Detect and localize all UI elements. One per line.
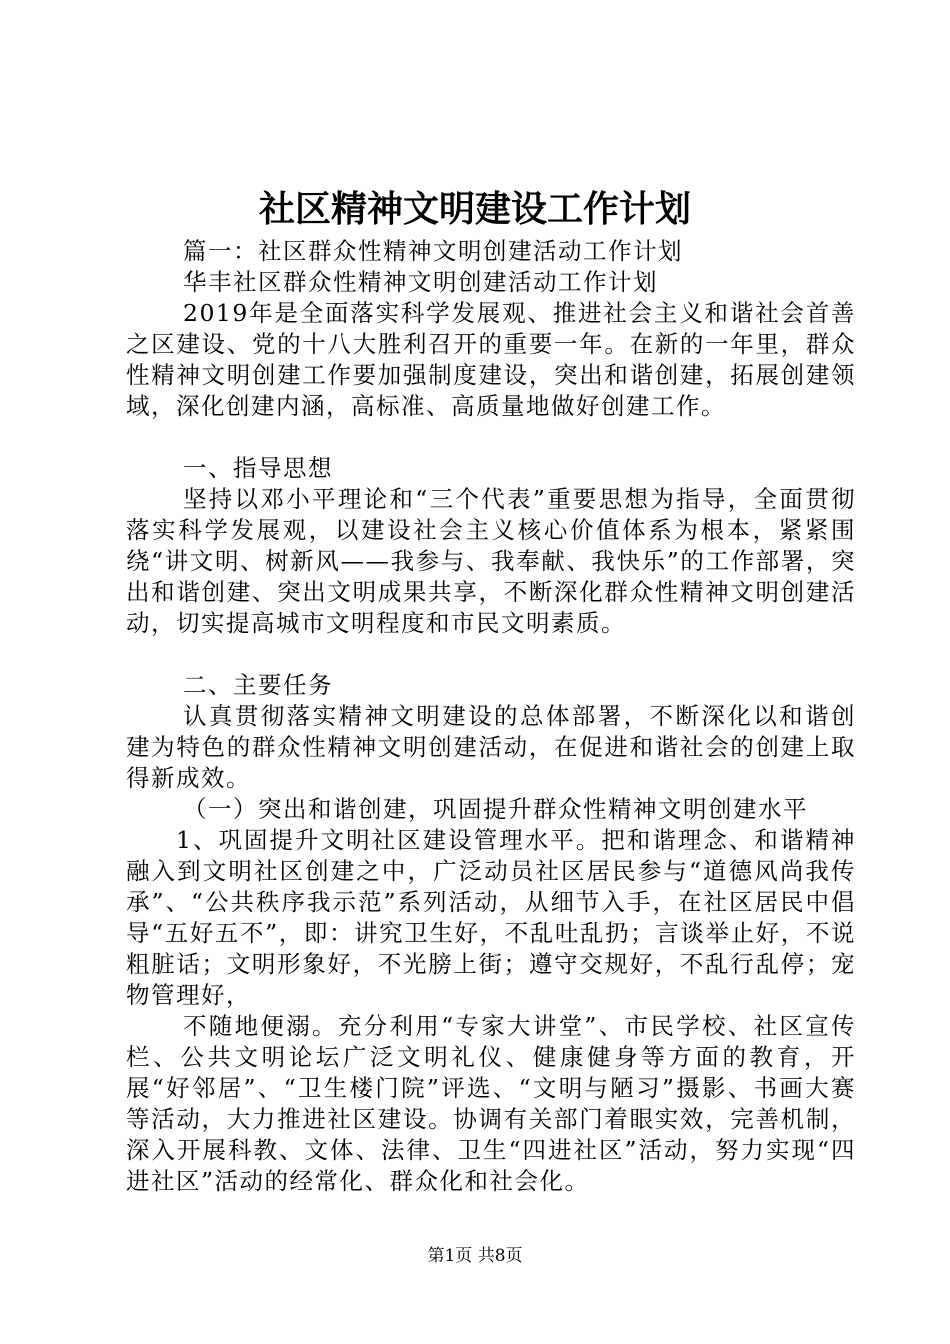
subsection-heading-1: （一）突出和谐创建，巩固提升群众性精神文明创建水平 <box>183 795 808 823</box>
paragraph-intro: 2019年是全面落实科学发展观、推进社会主义和谐社会首善之区建设、党的十八大胜利召开的重要一年。在新的一年里，群众性精神文明创建工作要加强制度建设，突出和谐创建，拓展创建领域，深化创建内涵，高标准、高质量地做好创建工作。 <box>126 299 856 420</box>
paragraph-item-1: 1、巩固提升文明社区建设管理水平。把和谐理念、和谐精神融入到文明社区创建之中，广泛动员社区居民参与“道德风尚我传承”、“公共秩序我示范”系列活动，从细节入手，在社区居民中倡导“五好五不”，即：讲究卫生好，不乱吐乱扔；言谈举止好，不说粗脏话；文明形象好，不光膀上街；遵守交规好，不乱行乱停；宠物管理好， <box>126 826 856 1009</box>
section-heading-guiding-thought: 一、指导思想 <box>183 454 333 482</box>
section-heading-main-tasks: 二、主要任务 <box>183 671 333 699</box>
document-body <box>126 236 856 1197</box>
paragraph-subtitle-2: 华丰社区群众性精神文明创建活动工作计划 <box>183 268 658 296</box>
paragraph-main-tasks: 认真贯彻落实精神文明建设的总体部署，不断深化以和谐创建为特色的群众性精神文明创建活动，在促进和谐社会的创建上取得新成效。 <box>126 702 856 792</box>
paragraph-item-1-continued: 不随地便溺。充分利用“专家大讲堂”、市民学校、社区宣传栏、公共文明论坛广泛文明礼仪、健康健身等方面的教育，开展“好邻居”、“卫生楼门院”评选、“文明与陋习”摄影、书画大赛等活动，大力推进社区建设。协调有关部门着眼实效，完善机制，深入开展科教、文体、法律、卫生“四进社区”活动，努力实现“四进社区”活动的经常化、群众化和社会化。 <box>126 1012 856 1195</box>
paragraph-subtitle-1: 篇一：社区群众性精神文明创建活动工作计划 <box>183 237 683 265</box>
paragraph-guiding-thought: 坚持以邓小平理论和“三个代表”重要思想为指导，全面贯彻落实科学发展观，以建设社会主义核心价值体系为根本，紧紧围绕“讲文明、树新风——我参与、我奉献、我快乐”的工作部署，突出和谐创建、突出文明成果共享，不断深化群众性精神文明创建活动，切实提高城市文明程度和市民文明素质。 <box>126 485 856 637</box>
document-title: 社区精神文明建设工作计划 <box>258 188 691 230</box>
paragraph-gap <box>126 639 856 670</box>
page-footer: 第1页 共8页 <box>427 1246 523 1266</box>
paragraph-gap <box>126 422 856 453</box>
